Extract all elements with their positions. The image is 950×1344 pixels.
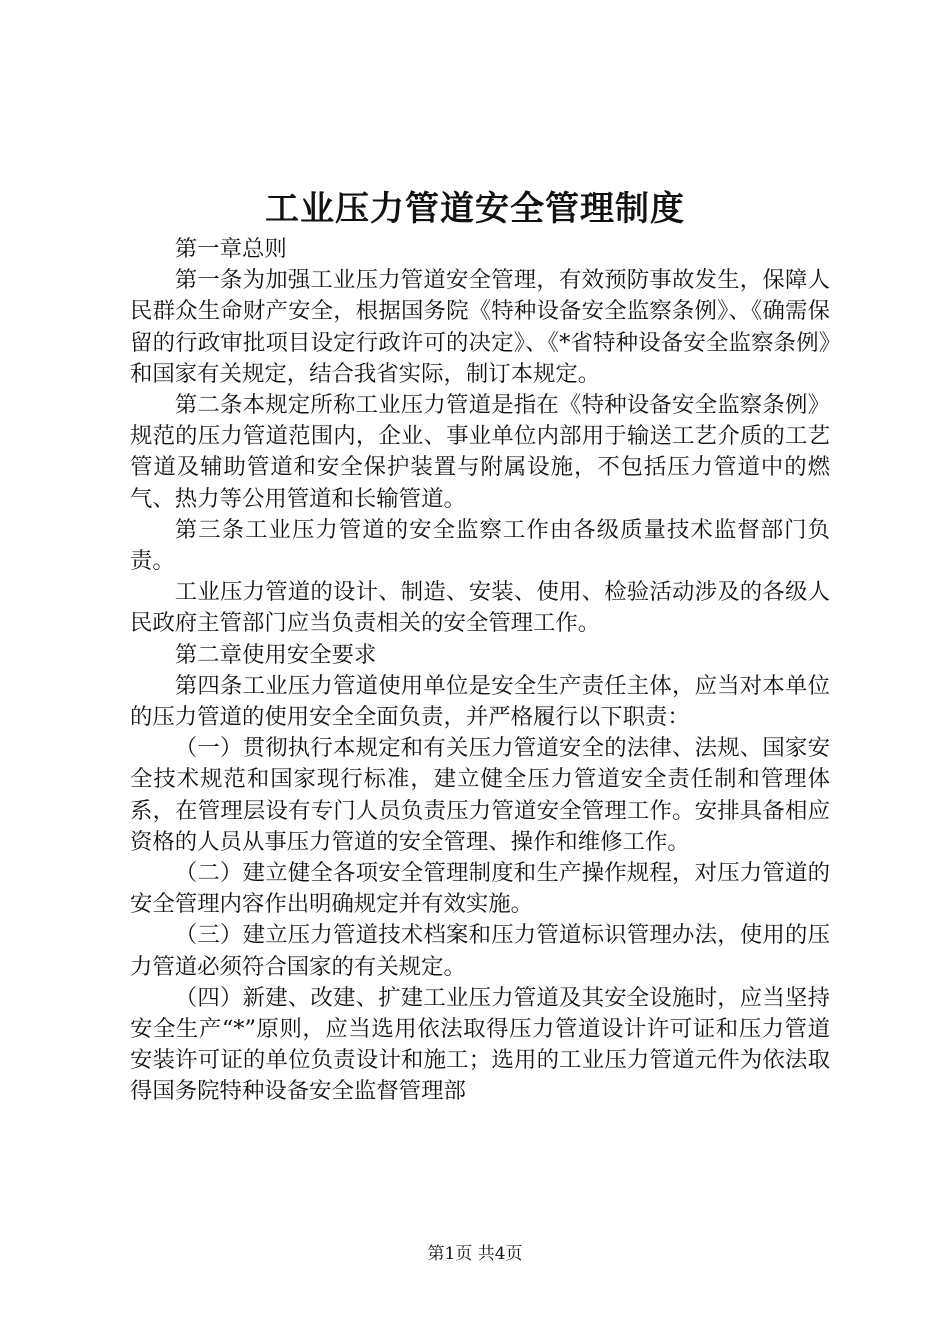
paragraph: 第三条工业压力管道的安全监察工作由各级质量技术监督部门负责。 xyxy=(130,516,830,575)
page-number: 第1页 共4页 xyxy=(427,1244,523,1264)
paragraph: 第二条本规定所称工业压力管道是指在《特种设备安全监察条例》规范的压力管道范围内，企业、事业单位内部用于输送工艺介质的工艺管道及辅助管道和安全保护装置与附属设施，不包括压力管道中的燃气、热力等公用管道和长输管道。 xyxy=(130,392,830,512)
list-item: （二）建立健全各项安全管理制度和生产操作规程，对压力管道的安全管理内容作出明确规定并有效实施。 xyxy=(130,860,830,918)
paragraph: 第四条工业压力管道使用单位是安全生产责任主体，应当对本单位的压力管道的使用安全全面负责，并严格履行以下职责： xyxy=(130,672,830,731)
paragraph: 第一条为加强工业压力管道安全管理，有效预防事故发生，保障人民群众生命财产安全，根据国务院《特种设备安全监察条例》、《确需保留的行政审批项目设定行政许可的决定》、《*省特种设备安全监察条例》和国家有关规定，结合我省实际，制订本规定。 xyxy=(130,267,830,387)
document-body xyxy=(130,234,830,1108)
list-item: （四）新建、改建、扩建工业压力管道及其安全设施时，应当坚持安全生产“*”原则，应当选用依法取得压力管道设计许可证和压力管道安装许可证的单位负责设计和施工；选用的工业压力管道元件为依法取得国务院特种设备安全监督管理部 xyxy=(130,984,830,1105)
paragraph: 工业压力管道的设计、制造、安装、使用、检验活动涉及的各级人民政府主管部门应当负责相关的安全管理工作。 xyxy=(130,579,830,637)
list-item: （一）贯彻执行本规定和有关压力管道安全的法律、法规、国家安全技术规范和国家现行标准，建立健全压力管道安全责任制和管理体系，在管理层设有专门人员负责压力管道安全管理工作。安排具备相应资格的人员从事压力管道的安全管理、操作和维修工作。 xyxy=(130,735,830,855)
chapter-heading: 第一章总则 xyxy=(174,236,287,262)
chapter-heading: 第二章使用安全要求 xyxy=(174,641,377,668)
document-title: 工业压力管道安全管理制度 xyxy=(265,189,685,229)
list-item: （三）建立压力管道技术档案和压力管道标识管理办法，使用的压力管道必须符合国家的有关规定。 xyxy=(130,922,830,980)
